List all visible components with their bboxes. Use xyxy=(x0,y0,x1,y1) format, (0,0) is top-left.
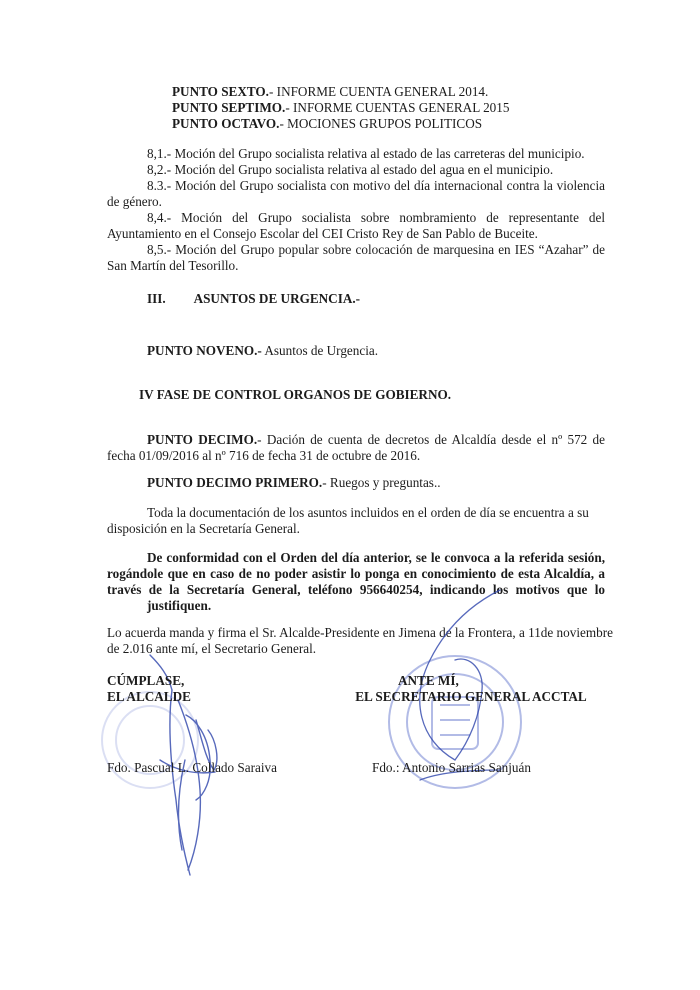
mocion-line: de género. xyxy=(107,194,162,209)
acuerdo-line2: de 2.016 ante mí, el Secretario General. xyxy=(107,641,317,656)
convocatoria-paragraph xyxy=(107,550,605,614)
section-iii-heading xyxy=(147,291,360,307)
secretario-signed-name: Fdo.: Antonio Sarrias Sanjuán xyxy=(372,760,531,775)
el-secretario-label: EL SECRETARIO GENERAL ACCTAL xyxy=(355,689,587,704)
punto-decimo-label: PUNTO DECIMO. xyxy=(147,432,258,447)
punto-decimo-primero-text: - Ruegos y preguntas.. xyxy=(322,475,441,490)
secretario-signature-block xyxy=(340,673,602,705)
mocion-line: Ayuntamiento en el Consejo Escolar del CEI Cristo Rey de San Pablo de Buceite. xyxy=(107,226,538,241)
el-alcalde-label: EL ALCALDE xyxy=(107,689,191,704)
punto-octavo-text: - MOCIONES GRUPOS POLITICOS xyxy=(279,116,483,131)
agenda-header xyxy=(172,84,612,132)
mocion-line: San Martín del Tesorillo. xyxy=(107,258,239,273)
section-iii-number: III. xyxy=(147,291,166,306)
punto-septimo-line xyxy=(172,100,612,116)
documentation-note-line1: Toda la documentación de los asuntos incluidos en el orden de día se encuentra a su xyxy=(147,505,589,520)
punto-decimo-line1 xyxy=(107,432,605,448)
section-iii-title: ASUNTOS DE URGENCIA.- xyxy=(193,291,361,306)
mocion-line: 8.3.- Moción del Grupo socialista con motivo del día internacional contra la violencia xyxy=(147,178,605,193)
convocatoria-line: rogándole que en caso de no poder asistir lo ponga en conocimiento de esta Alcaldía, a xyxy=(107,566,605,581)
punto-sexto-label: PUNTO SEXTO. xyxy=(172,84,269,99)
convocatoria-line: justifiquen. xyxy=(147,598,212,613)
punto-decimo-line2: fecha 01/09/2016 al nº 716 de fecha 31 de octubre de 2016. xyxy=(107,448,421,463)
alcalde-signature-block xyxy=(107,673,191,705)
mociones-list xyxy=(107,146,605,274)
acuerdo-line1: Lo acuerda manda y firma el Sr. Alcalde-Presidente en Jimena de la Frontera, a 11de noviembre xyxy=(107,625,613,640)
documentation-note xyxy=(107,505,605,537)
documentation-note-line2: disposición en la Secretaría General. xyxy=(107,521,300,536)
punto-decimo-primero-label: PUNTO DECIMO PRIMERO. xyxy=(147,475,323,490)
punto-noveno-text: Asuntos de Urgencia. xyxy=(261,343,379,358)
punto-noveno-label: PUNTO NOVENO.- xyxy=(147,343,262,358)
section-iv-heading: IV FASE DE CONTROL ORGANOS DE GOBIERNO. xyxy=(139,387,452,402)
convocatoria-line: través de la Secretaría General, teléfono 956640254, indicando los motivos que lo xyxy=(107,582,605,597)
mocion-line: 8,1.- Moción del Grupo socialista relativa al estado de las carreteras del municipio. xyxy=(147,146,585,161)
punto-sexto-line xyxy=(172,84,612,100)
acuerdo-paragraph xyxy=(107,625,613,657)
punto-decimo-text: - Dación de cuenta de decretos de Alcaldía desde el nº 572 de xyxy=(257,432,605,447)
punto-noveno xyxy=(147,343,378,359)
punto-sexto-text: - INFORME CUENTA GENERAL 2014. xyxy=(268,84,489,99)
punto-octavo-line xyxy=(172,116,612,132)
punto-decimo xyxy=(107,432,605,464)
punto-septimo-text: - INFORME CUENTAS GENERAL 2015 xyxy=(285,100,510,115)
mocion-line: 8,4.- Moción del Grupo socialista sobre nombramiento de representante del xyxy=(147,210,605,225)
punto-octavo-label: PUNTO OCTAVO. xyxy=(172,116,280,131)
ante-mi-label: ANTE MÍ, xyxy=(398,673,459,688)
mocion-line: 8,5.- Moción del Grupo popular sobre colocación de marquesina en IES “Azahar” de xyxy=(147,242,605,257)
punto-decimo-primero xyxy=(147,475,441,491)
mocion-line: 8,2.- Moción del Grupo socialista relativa al estado del agua en el municipio. xyxy=(147,162,554,177)
punto-septimo-label: PUNTO SEPTIMO. xyxy=(172,100,286,115)
cumplase-label: CÚMPLASE, xyxy=(107,673,185,688)
convocatoria-line: De conformidad con el Orden del día anterior, se le convoca a la referida sesión, xyxy=(147,550,605,565)
alcalde-signed-name: Fdo. Pascual L. Collado Saraiva xyxy=(107,760,277,775)
